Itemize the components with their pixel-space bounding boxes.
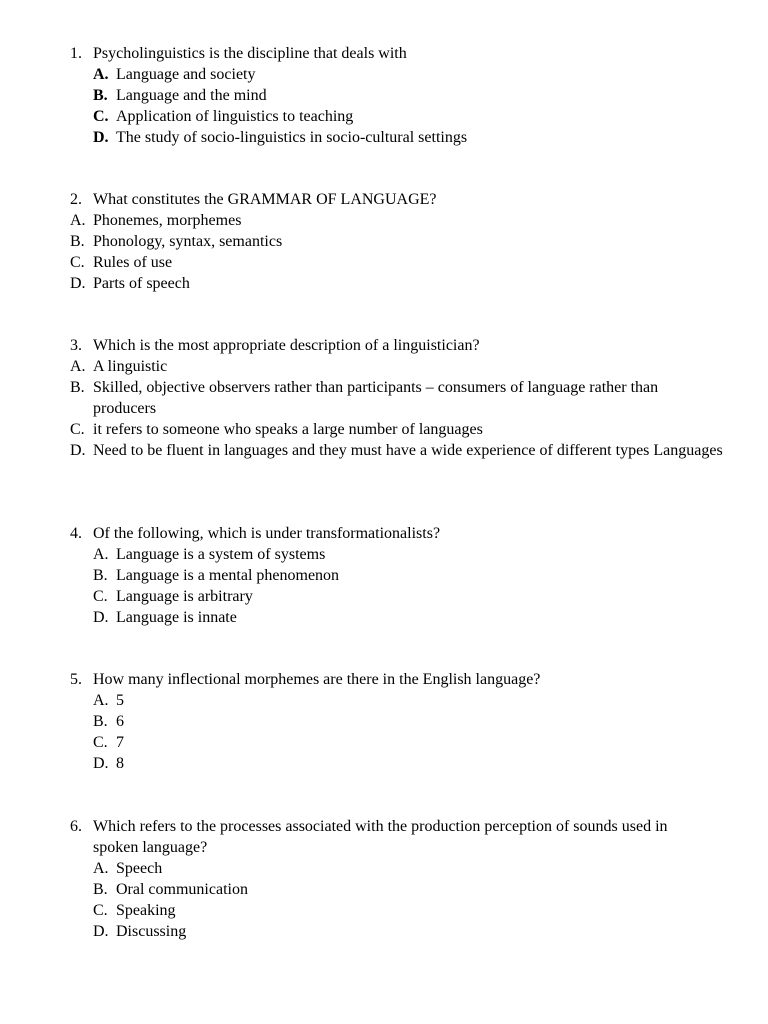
question-stem bbox=[70, 43, 748, 64]
option-a bbox=[70, 210, 748, 231]
option-d bbox=[93, 127, 748, 148]
option-b bbox=[70, 377, 724, 419]
question-stem bbox=[70, 335, 724, 356]
option-label: D. bbox=[93, 755, 109, 772]
option-b bbox=[93, 879, 698, 900]
option-text: Oral communication bbox=[116, 881, 248, 898]
question-number: 5. bbox=[70, 671, 82, 688]
option-text: Language is innate bbox=[116, 609, 237, 626]
option-label: C. bbox=[93, 588, 108, 605]
option-b bbox=[70, 231, 748, 252]
option-text: Application of linguistics to teaching bbox=[116, 108, 354, 125]
question-text: How many inflectional morphemes are there in the English language? bbox=[93, 671, 541, 688]
option-text: 8 bbox=[116, 755, 124, 772]
option-text: Need to be fluent in languages and they must have a wide experience of different types Languages bbox=[93, 442, 723, 459]
option-label: A. bbox=[93, 692, 109, 709]
option-label: C. bbox=[93, 108, 109, 125]
option-text: Language and the mind bbox=[116, 87, 267, 104]
option-c bbox=[93, 106, 748, 127]
option-d bbox=[70, 440, 724, 461]
option-label: A. bbox=[93, 546, 109, 563]
option-text: Language and society bbox=[116, 66, 256, 83]
option-label: C. bbox=[70, 254, 85, 271]
question-text: Of the following, which is under transformationalists? bbox=[93, 525, 441, 542]
question-4 bbox=[70, 523, 748, 628]
question-stem bbox=[70, 523, 748, 544]
option-text: Language is a system of systems bbox=[116, 546, 326, 563]
question-stem bbox=[70, 816, 698, 858]
question-3 bbox=[70, 335, 724, 461]
option-text: it refers to someone who speaks a large number of languages bbox=[93, 421, 483, 438]
option-text: 6 bbox=[116, 713, 124, 730]
question-text: Psycholinguistics is the discipline that deals with bbox=[93, 45, 407, 62]
option-label: A. bbox=[70, 358, 86, 375]
option-d bbox=[93, 607, 748, 628]
question-number: 4. bbox=[70, 525, 82, 542]
option-a bbox=[93, 690, 748, 711]
option-text: Discussing bbox=[116, 923, 187, 940]
option-label: C. bbox=[70, 421, 85, 438]
option-label: D. bbox=[93, 129, 109, 146]
option-a bbox=[70, 356, 724, 377]
option-label: A. bbox=[93, 66, 109, 83]
option-label: D. bbox=[70, 442, 86, 459]
option-text: Phonemes, morphemes bbox=[93, 212, 242, 229]
option-text: 7 bbox=[116, 734, 124, 751]
option-text: Speaking bbox=[116, 902, 176, 919]
question-number: 3. bbox=[70, 337, 82, 354]
option-d bbox=[93, 921, 698, 942]
option-a bbox=[93, 858, 698, 879]
question-5 bbox=[70, 669, 748, 774]
option-label: D. bbox=[70, 275, 86, 292]
option-text: Skilled, objective observers rather than participants – consumers of language rather than producers bbox=[93, 379, 659, 417]
option-a bbox=[93, 64, 748, 85]
option-text: The study of socio-linguistics in socio-cultural settings bbox=[116, 129, 468, 146]
option-label: B. bbox=[93, 713, 108, 730]
option-text: Speech bbox=[116, 860, 163, 877]
question-number: 2. bbox=[70, 191, 82, 208]
option-label: C. bbox=[93, 734, 108, 751]
option-c bbox=[93, 586, 748, 607]
option-b bbox=[93, 85, 748, 106]
option-text: A linguistic bbox=[93, 358, 168, 375]
option-label: B. bbox=[93, 881, 108, 898]
question-stem bbox=[70, 189, 748, 210]
option-a bbox=[93, 544, 748, 565]
question-6 bbox=[70, 816, 698, 942]
question-1 bbox=[70, 43, 748, 148]
option-text: Rules of use bbox=[93, 254, 173, 271]
option-label: C. bbox=[93, 902, 108, 919]
question-2 bbox=[70, 189, 748, 294]
question-number: 1. bbox=[70, 45, 82, 62]
option-b bbox=[93, 565, 748, 586]
option-d bbox=[93, 753, 748, 774]
option-label: A. bbox=[70, 212, 86, 229]
option-text: Phonology, syntax, semantics bbox=[93, 233, 283, 250]
question-stem bbox=[70, 669, 748, 690]
option-c bbox=[70, 419, 724, 440]
option-text: Language is arbitrary bbox=[116, 588, 253, 605]
option-label: B. bbox=[93, 567, 108, 584]
option-label: D. bbox=[93, 609, 109, 626]
option-d bbox=[70, 273, 748, 294]
option-label: A. bbox=[93, 860, 109, 877]
option-label: B. bbox=[70, 379, 85, 396]
option-text: 5 bbox=[116, 692, 124, 709]
question-text: What constitutes the GRAMMAR OF LANGUAGE? bbox=[93, 191, 437, 208]
option-label: B. bbox=[70, 233, 85, 250]
option-label: B. bbox=[93, 87, 108, 104]
option-text: Parts of speech bbox=[93, 275, 190, 292]
question-number: 6. bbox=[70, 818, 82, 835]
option-c bbox=[93, 900, 698, 921]
option-b bbox=[93, 711, 748, 732]
option-c bbox=[93, 732, 748, 753]
question-text: Which is the most appropriate description of a linguistician? bbox=[93, 337, 480, 354]
option-label: D. bbox=[93, 923, 109, 940]
question-text: Which refers to the processes associated with the production perception of sounds used in spoken language? bbox=[93, 818, 668, 856]
option-c bbox=[70, 252, 748, 273]
option-text: Language is a mental phenomenon bbox=[116, 567, 340, 584]
